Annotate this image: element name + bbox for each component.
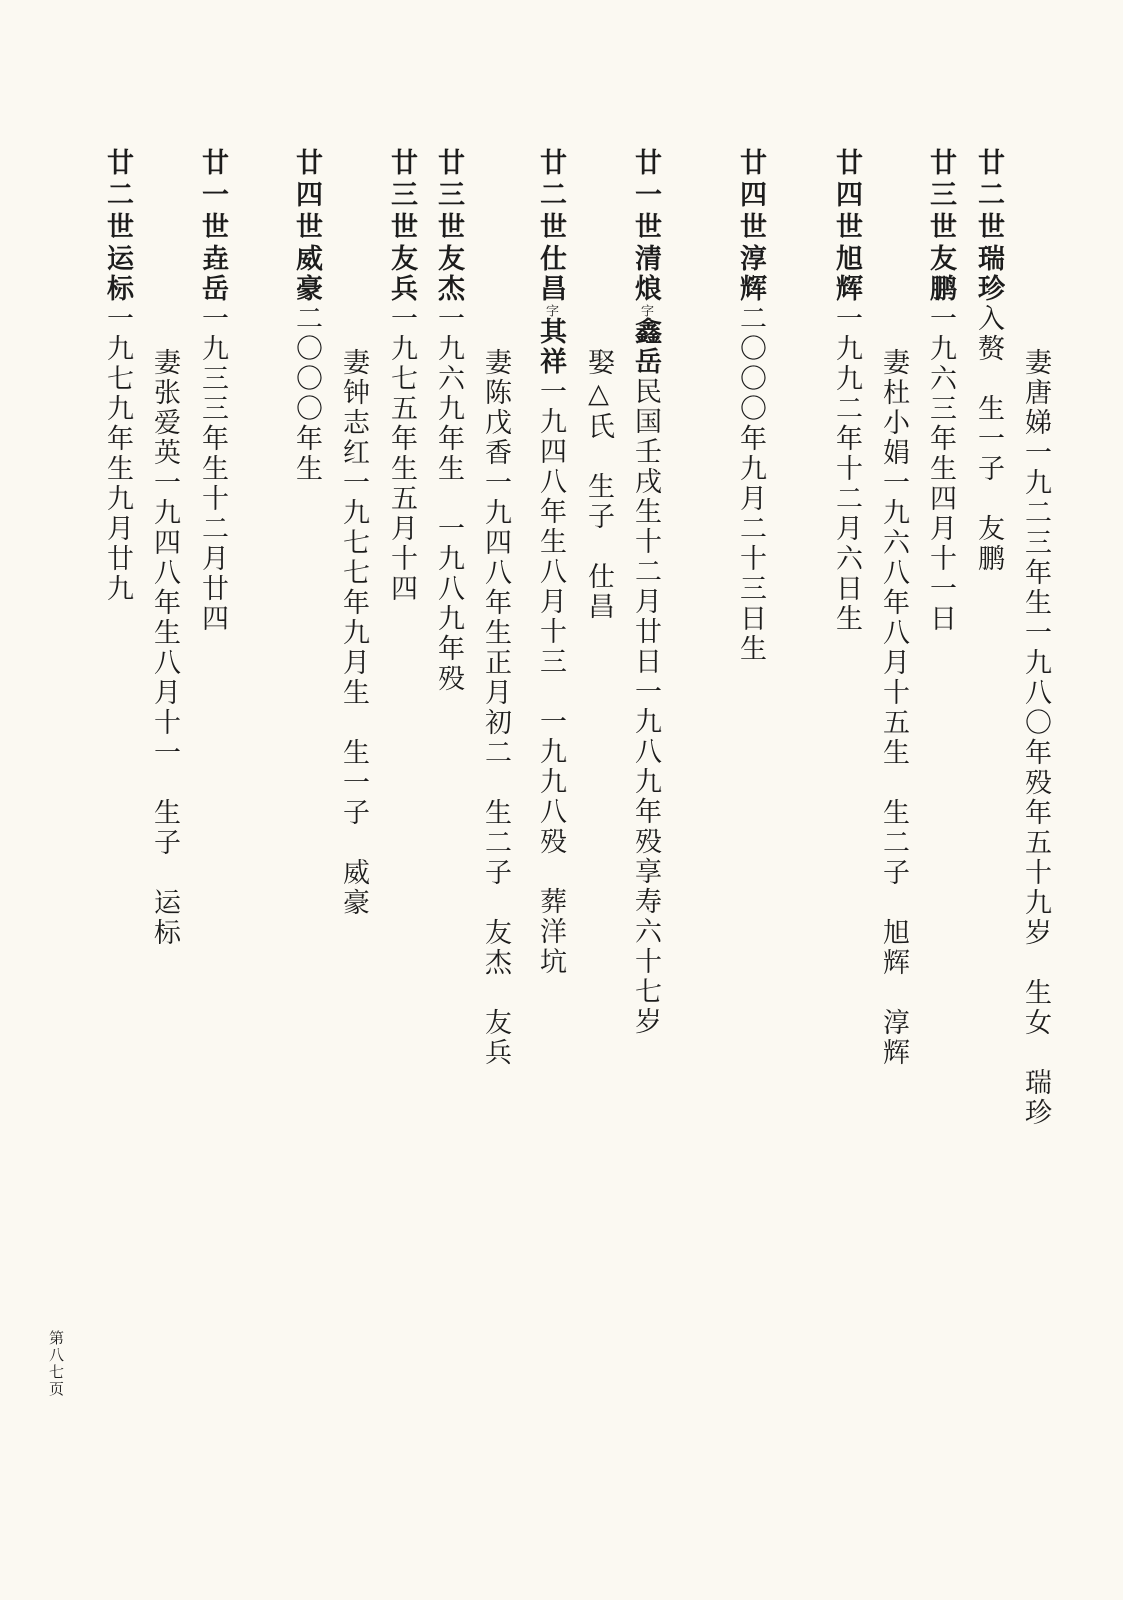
entry-qing-lang	[632, 148, 659, 1037]
generation-label: 廿一世	[197, 148, 228, 244]
entry-detail: 一九七九年生九月廿九	[102, 304, 133, 604]
entry-yun-biao	[104, 148, 131, 604]
surname-char: 仕	[535, 244, 566, 274]
given-char: 烺	[630, 274, 661, 304]
surname-char: 旭	[831, 244, 862, 274]
surname-char: 清	[630, 244, 661, 274]
surname-char: 垚	[197, 244, 228, 274]
generation-label: 廿二世	[535, 148, 566, 244]
entry-yao-yue	[199, 148, 226, 634]
entry-text: 娶△氏 生子 仕昌	[583, 348, 614, 622]
generation-label: 廿三世	[433, 148, 464, 244]
spouse-line-du	[880, 348, 907, 1068]
entry-detail: 一九六三年生四月十一日	[925, 304, 956, 634]
entry-text: 妻陈戊香一九四八年生正月初二 生二子 友杰 友兵	[480, 348, 511, 1068]
entry-detail: 一九七五年生五月十四	[386, 304, 417, 604]
surname-char: 瑞	[973, 244, 1004, 274]
generation-label: 廿三世	[925, 148, 956, 244]
entry-detail: 二〇〇〇年生	[291, 304, 322, 484]
courtesy-name-mark: 字	[638, 304, 653, 317]
given-char: 岳	[197, 274, 228, 304]
surname-char: 友	[386, 244, 417, 274]
generation-label: 廿四世	[735, 148, 766, 244]
generation-label: 廿三世	[386, 148, 417, 244]
entry-text: 妻杜小娟一九六八年八月十五生 生二子 旭辉 淳辉	[878, 348, 909, 1068]
given-char: 昌	[535, 274, 566, 304]
entry-shi-chang	[537, 148, 564, 977]
given-char: 辉	[735, 274, 766, 304]
given-char: 豪	[291, 274, 322, 304]
entry-detail: 二〇〇〇年九月二十三日生	[735, 304, 766, 664]
entry-you-peng	[927, 148, 954, 634]
spouse-line-zhong	[340, 348, 367, 918]
generation-label: 廿二世	[973, 148, 1004, 244]
entry-detail: 入赘 生一子 友鹏	[973, 304, 1004, 574]
entry-detail: 一九四八年生八月十三 一九九八殁 葬洋坑	[535, 377, 566, 977]
generation-label: 廿二世	[102, 148, 133, 244]
surname-char: 运	[102, 244, 133, 274]
entry-detail: 一九三三年生十二月廿四	[197, 304, 228, 634]
entry-you-bing	[388, 148, 415, 604]
spouse-line-zhang	[151, 348, 178, 948]
entry-detail: 民国壬戌生十二月廿日一九八九年殁享寿六十七岁	[630, 377, 661, 1037]
entry-text: 妻张爱英一九四八年生八月十一 生子 运标	[149, 348, 180, 948]
entry-text: 妻钟志红一九七七年九月生 生一子 威豪	[338, 348, 369, 918]
surname-char: 友	[433, 244, 464, 274]
courtesy-name: 其祥	[535, 317, 566, 377]
spouse-line-chen	[482, 348, 509, 1068]
given-char: 珍	[973, 274, 1004, 304]
entry-xu-hui	[833, 148, 860, 634]
page-number: 第八七页	[47, 1330, 65, 1398]
surname-char: 友	[925, 244, 956, 274]
given-char: 杰	[433, 274, 464, 304]
given-char: 标	[102, 274, 133, 304]
entry-detail: 一九九二年十二月六日生	[831, 304, 862, 634]
generation-label: 廿一世	[630, 148, 661, 244]
surname-char: 淳	[735, 244, 766, 274]
given-char: 辉	[831, 274, 862, 304]
courtesy-name: 鑫岳	[630, 317, 661, 377]
generation-label: 廿四世	[831, 148, 862, 244]
entry-chun-hui	[737, 148, 764, 664]
entry-you-jie	[435, 148, 462, 694]
spouse-line-anon	[585, 348, 612, 622]
entry-detail: 一九六九年生 一九八九年殁	[433, 304, 464, 694]
given-char: 兵	[386, 274, 417, 304]
generation-label: 廿四世	[291, 148, 322, 244]
entry-rui-zhen	[975, 148, 1002, 574]
surname-char: 威	[291, 244, 322, 274]
entry-wei-hao	[293, 148, 320, 484]
entry-text: 妻唐娣一九二三年生一九八〇年殁年五十九岁 生女 瑞珍	[1020, 348, 1051, 1128]
courtesy-name-mark: 字	[543, 304, 558, 317]
given-char: 鹏	[925, 274, 956, 304]
spouse-line-tang	[1022, 348, 1049, 1128]
